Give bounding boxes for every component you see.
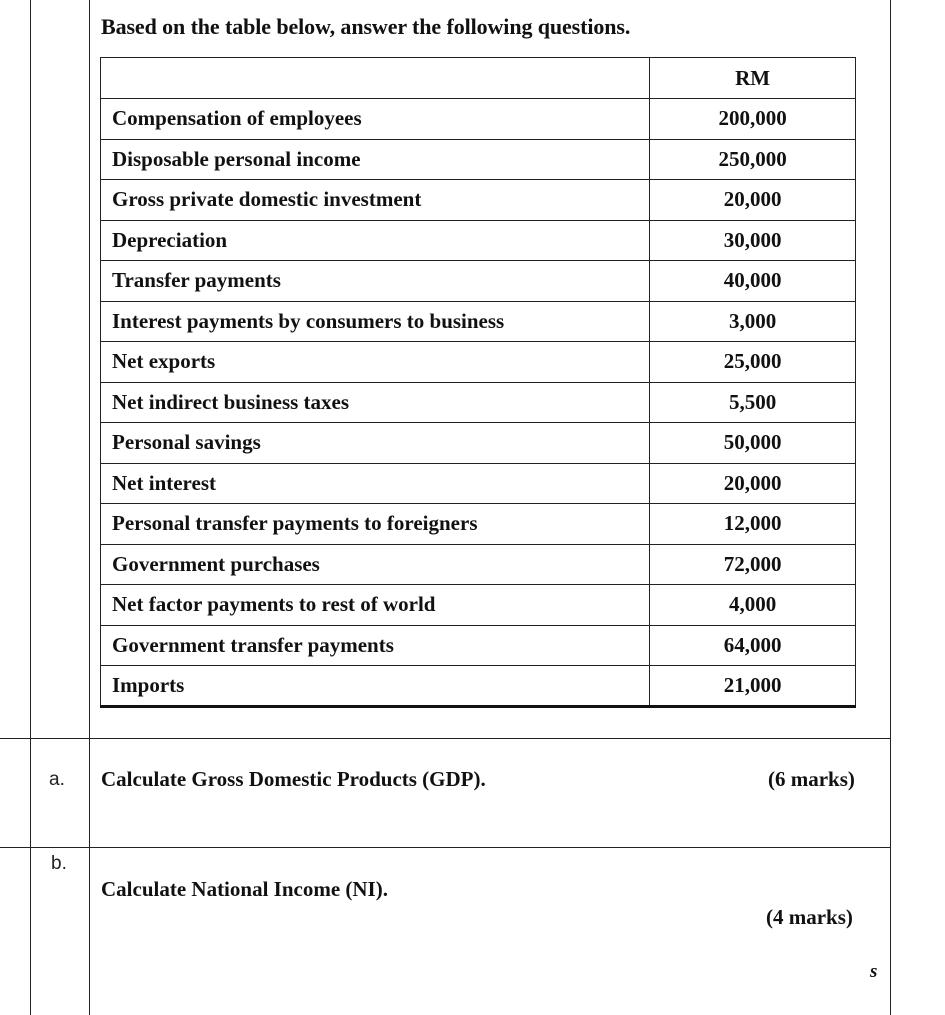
table-row (101, 382, 856, 423)
row-label: Net exports (101, 342, 650, 383)
question-b-marks: (4 marks) (766, 905, 853, 929)
table-row (101, 342, 856, 383)
row-value: 20,000 (650, 180, 856, 221)
row-label: Government purchases (101, 544, 650, 585)
table-row (101, 463, 856, 504)
question-b-text: Calculate National Income (NI). (101, 877, 388, 901)
table-header-row (101, 58, 856, 99)
row-value: 4,000 (650, 585, 856, 626)
table-row (101, 301, 856, 342)
frame-row-divider-a (0, 738, 891, 739)
table-row (101, 666, 856, 707)
row-label: Depreciation (101, 220, 650, 261)
instruction-text: Based on the table below, answer the following questions. (101, 14, 631, 39)
table-header-label (101, 58, 650, 99)
row-label: Interest payments by consumers to business (101, 301, 650, 342)
row-value: 25,000 (650, 342, 856, 383)
table-row (101, 99, 856, 140)
row-label: Net indirect business taxes (101, 382, 650, 423)
stray-mark: s (870, 961, 878, 982)
question-b-number: b. (51, 853, 67, 874)
frame-number-column-border (89, 0, 90, 1015)
row-value: 12,000 (650, 504, 856, 545)
row-label: Gross private domestic investment (101, 180, 650, 221)
question-a-marks: (6 marks) (768, 767, 855, 791)
row-value: 20,000 (650, 463, 856, 504)
row-label: Disposable personal income (101, 139, 650, 180)
table-row (101, 423, 856, 464)
frame-right-border (890, 0, 891, 1015)
row-value: 250,000 (650, 139, 856, 180)
row-label: Personal savings (101, 423, 650, 464)
frame-row-divider-b (0, 847, 891, 848)
row-value: 72,000 (650, 544, 856, 585)
row-label: Government transfer payments (101, 625, 650, 666)
table-row (101, 544, 856, 585)
table-row (101, 585, 856, 626)
row-label: Imports (101, 666, 650, 707)
question-a-text: Calculate Gross Domestic Products (GDP). (101, 767, 486, 791)
row-value: 5,500 (650, 382, 856, 423)
row-value: 21,000 (650, 666, 856, 707)
row-value: 3,000 (650, 301, 856, 342)
row-value: 64,000 (650, 625, 856, 666)
question-a-number: a. (49, 769, 65, 790)
row-value: 50,000 (650, 423, 856, 464)
table-row (101, 504, 856, 545)
row-label: Transfer payments (101, 261, 650, 302)
row-value: 200,000 (650, 99, 856, 140)
row-value: 40,000 (650, 261, 856, 302)
frame-left-border (30, 0, 31, 1015)
row-label: Personal transfer payments to foreigners (101, 504, 650, 545)
data-table (100, 57, 856, 708)
table-header-unit: RM (650, 58, 856, 99)
table-row (101, 261, 856, 302)
row-label: Net factor payments to rest of world (101, 585, 650, 626)
row-value: 30,000 (650, 220, 856, 261)
row-label: Compensation of employees (101, 99, 650, 140)
table-row (101, 220, 856, 261)
table-row (101, 180, 856, 221)
table-row (101, 625, 856, 666)
row-label: Net interest (101, 463, 650, 504)
table-row (101, 139, 856, 180)
